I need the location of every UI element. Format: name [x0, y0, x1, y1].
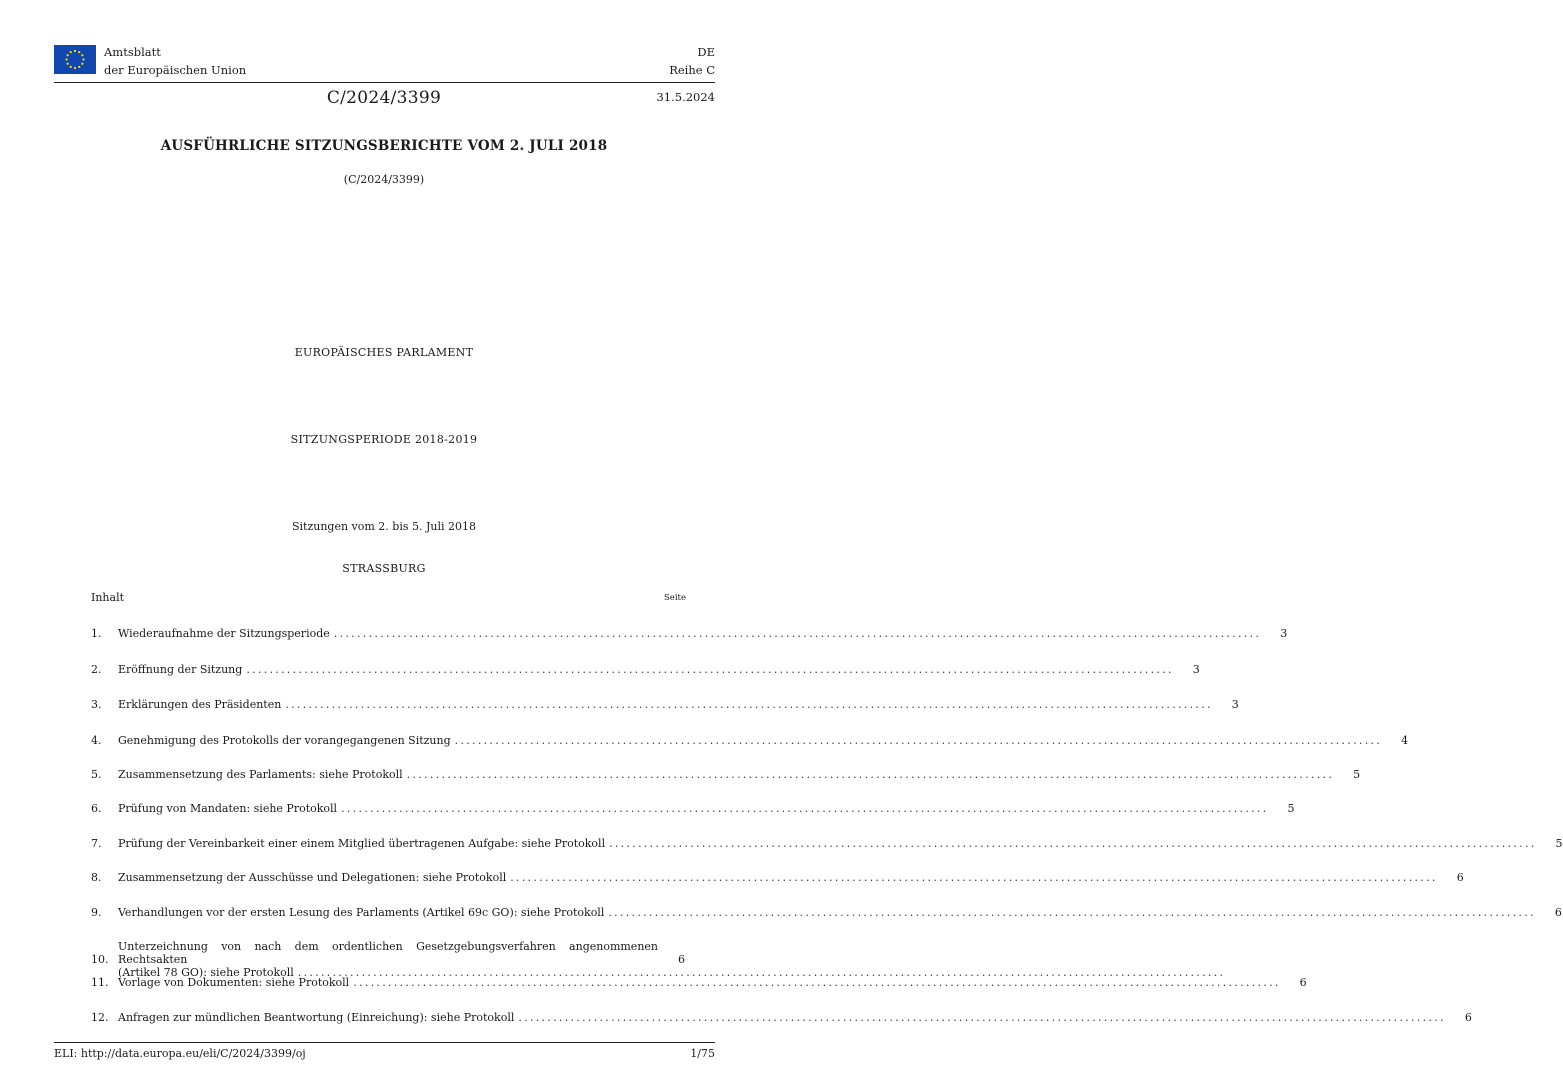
toc-item-title: Zusammensetzung der Ausschüsse und Delegationen: siehe Protokoll	[118, 871, 507, 884]
toc-leader-dots: ................................................................................................................................................................	[454, 734, 1383, 747]
toc-item[interactable]	[91, 698, 1239, 711]
toc-item[interactable]	[91, 906, 1562, 919]
document-number: C/2024/3399	[326, 88, 442, 108]
journal-name-line2: der Europäischen Union	[104, 63, 247, 77]
toc-item[interactable]	[91, 802, 1295, 815]
sittings-line: Sitzungen vom 2. bis 5. Juli 2018	[291, 520, 477, 533]
parliament-heading: EUROPÄISCHES PARLAMENT	[294, 346, 474, 359]
publication-date: 31.5.2024	[656, 90, 715, 104]
journal-name-line1: Amtsblatt	[104, 45, 161, 59]
toc-item-number: 7.	[91, 837, 102, 850]
toc-item-page: 5	[1555, 837, 1563, 850]
toc-item-number: 9.	[91, 906, 102, 919]
flag-star	[74, 50, 76, 52]
toc-item-number: 3.	[91, 698, 102, 711]
toc-item-title: Prüfung der Vereinbarkeit einer einem Mitglied übertragenen Aufgabe: siehe Protokoll	[118, 837, 606, 850]
toc-item-number: 4.	[91, 734, 102, 747]
flag-star	[82, 58, 84, 60]
toc-item-page: 3	[1280, 627, 1288, 640]
footer-rule	[54, 1042, 715, 1043]
toc-leader-dots: ................................................................................................................................................................	[510, 871, 1438, 884]
toc-item-title: Wiederaufnahme der Sitzungsperiode	[118, 627, 330, 640]
toc-leader-dots: ................................................................................................................................................................	[341, 802, 1269, 815]
city-heading: STRASSBURG	[342, 562, 426, 575]
toc-item-title: Zusammensetzung des Parlaments: siehe Protokoll	[118, 768, 403, 781]
toc-item[interactable]	[91, 768, 1361, 781]
toc-item-page: 6	[1554, 906, 1562, 919]
toc-item-page: 6	[1299, 976, 1307, 989]
eli-link[interactable]: ELI: http://data.europa.eu/eli/C/2024/3399/oj	[54, 1047, 306, 1060]
toc-item-number: 6.	[91, 802, 102, 815]
toc-item[interactable]	[91, 837, 1563, 850]
toc-leader-dots: ................................................................................................................................................................	[609, 837, 1537, 850]
toc-item[interactable]	[91, 1011, 1472, 1024]
toc-item[interactable]	[91, 871, 1464, 884]
toc-leader-dots: ................................................................................................................................................................	[608, 906, 1536, 919]
toc-item[interactable]	[91, 976, 1307, 989]
flag-star	[78, 51, 80, 53]
toc-item-title-line2: (Artikel 78 GO): siehe Protokoll	[118, 966, 294, 979]
page-number: 1/75	[690, 1047, 715, 1060]
toc-item-title: Prüfung von Mandaten: siehe Protokoll	[118, 802, 338, 815]
header-rule	[54, 82, 715, 83]
toc-page-heading: Seite	[663, 593, 686, 603]
flag-star	[67, 54, 69, 56]
toc-item[interactable]	[91, 940, 1226, 979]
toc-item-number: 10.	[91, 953, 109, 966]
flag-star	[70, 51, 72, 53]
flag-star	[70, 66, 72, 68]
flag-star	[81, 54, 83, 56]
toc-item-title: Erklärungen des Präsidenten	[118, 698, 282, 711]
flag-star	[65, 58, 67, 60]
toc-item-page: 4	[1401, 734, 1409, 747]
flag-star	[67, 63, 69, 65]
language-code: DE	[697, 45, 715, 59]
toc-item-title: Verhandlungen vor der ersten Lesung des Parlaments (Artikel 69c GO): siehe Protokoll	[118, 906, 605, 919]
toc-item[interactable]	[91, 663, 1200, 676]
toc-item-number: 5.	[91, 768, 102, 781]
flag-star	[81, 63, 83, 65]
toc-leader-dots: ................................................................................................................................................................	[285, 698, 1213, 711]
toc-item[interactable]	[91, 734, 1409, 747]
toc-item-number: 12.	[91, 1011, 109, 1024]
toc-heading: Inhalt	[91, 591, 125, 604]
toc-item-page: 6	[678, 953, 685, 966]
toc-leader-dots: ................................................................................................................................................................	[333, 627, 1262, 640]
document-reference: (C/2024/3399)	[343, 173, 425, 186]
toc-item-page: 6	[1456, 871, 1464, 884]
session-heading: SITZUNGSPERIODE 2018-2019	[290, 433, 478, 446]
toc-item-number: 8.	[91, 871, 102, 884]
toc-item-page: 6	[1464, 1011, 1472, 1024]
toc-leader-dots: ................................................................................................................................................................	[353, 976, 1281, 989]
toc-item-title: Genehmigung des Protokolls der vorangegangenen Sitzung	[118, 734, 451, 747]
eu-flag-icon	[54, 45, 96, 74]
flag-star	[74, 67, 76, 69]
toc-item-number: 2.	[91, 663, 102, 676]
toc-item-page: 3	[1231, 698, 1239, 711]
toc-item-title: Anfragen zur mündlichen Beantwortung (Einreichung): siehe Protokoll	[118, 1011, 515, 1024]
toc-item-title: Unterzeichnung von nach dem ordentlichen Gesetzgebungsverfahren angenommenen Rechtsakten	[118, 940, 658, 966]
toc-item-page: 5	[1287, 802, 1295, 815]
toc-item-number: 1.	[91, 627, 102, 640]
toc-leader-dots: ................................................................................................................................................................	[246, 663, 1174, 676]
toc-leader-dots: ................................................................................................................................................................	[406, 768, 1335, 781]
series-label: Reihe C	[669, 63, 715, 77]
toc-item-page: 3	[1192, 663, 1200, 676]
toc-leader-dots: ................................................................................................................................................................	[518, 1011, 1446, 1024]
toc-item[interactable]	[91, 627, 1288, 640]
document-title: AUSFÜHRLICHE SITZUNGSBERICHTE VOM 2. JULI 2018	[160, 138, 608, 154]
toc-item-title: Eröffnung der Sitzung	[118, 663, 243, 676]
toc-leader-dots: ................................................................................................................................................................	[297, 966, 1226, 979]
toc-item-number: 11.	[91, 976, 109, 989]
toc-item-title: Vorlage von Dokumenten: siehe Protokoll	[118, 976, 350, 989]
flag-star	[78, 66, 80, 68]
toc-item-page: 5	[1353, 768, 1361, 781]
